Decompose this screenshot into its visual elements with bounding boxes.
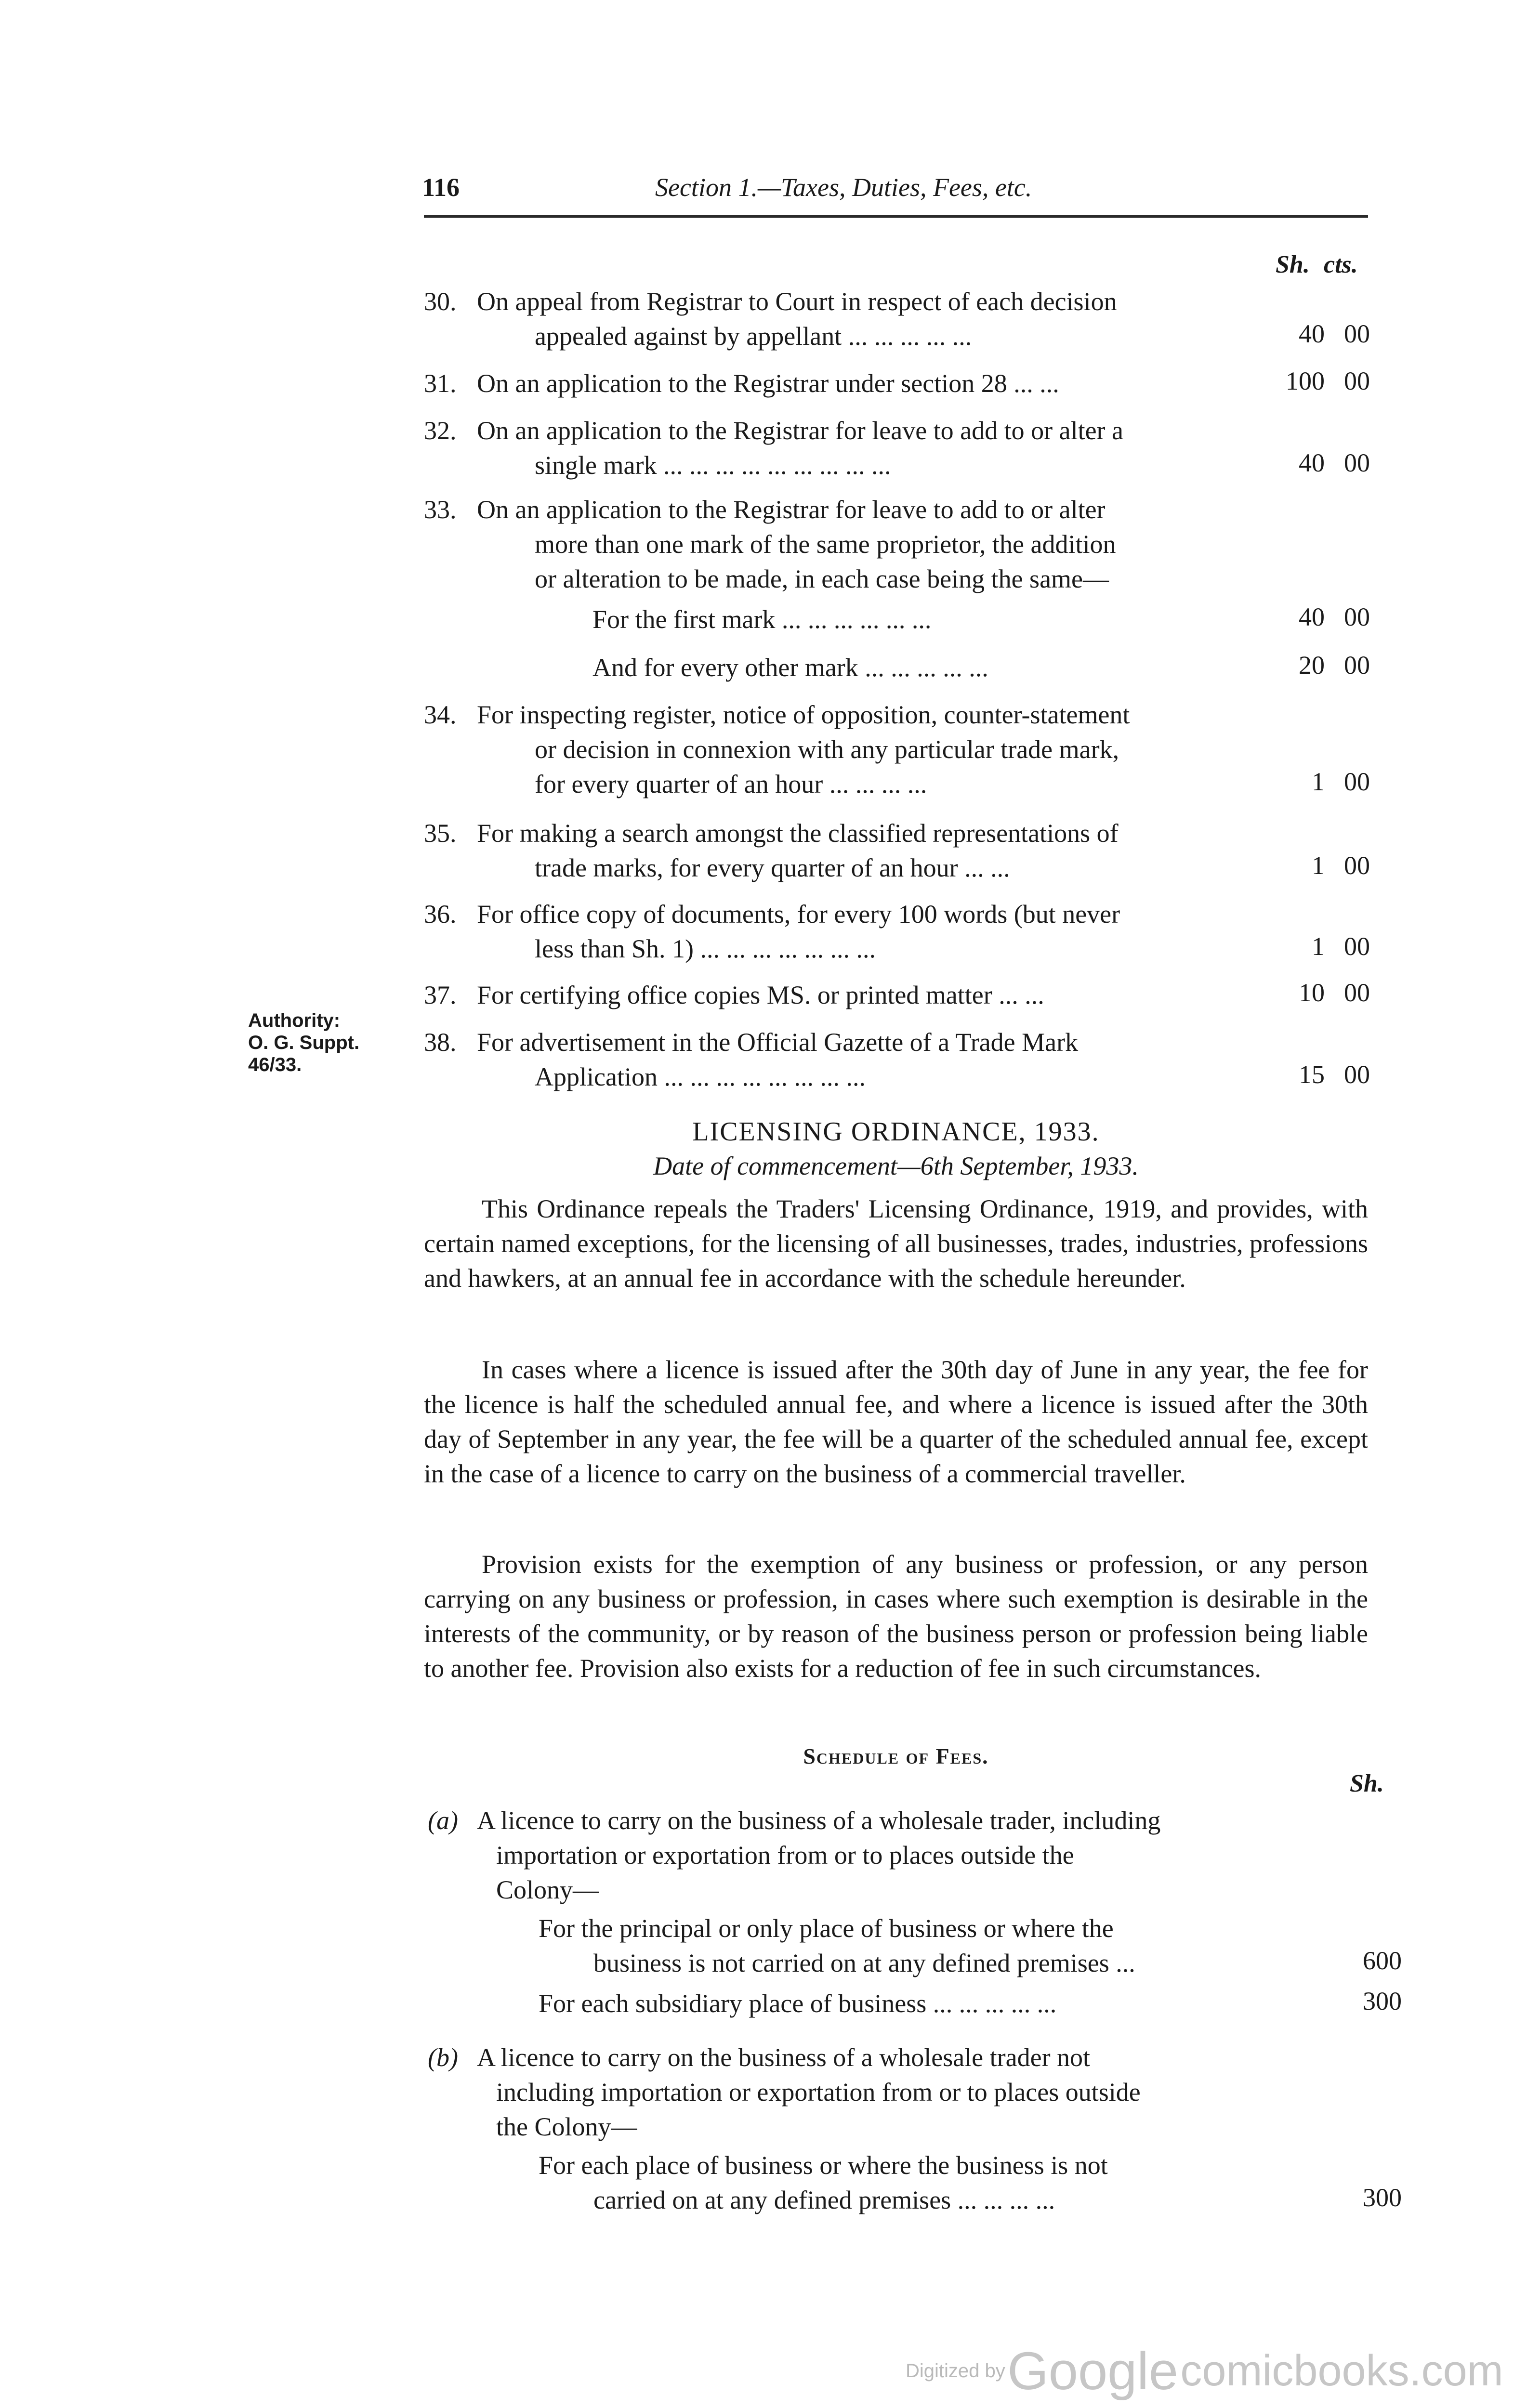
fee-sh: 20 xyxy=(1299,651,1325,680)
schedule-item-label: (b) xyxy=(428,2043,458,2072)
item-text: For certifying office copies MS. or printed matter ... ... xyxy=(477,981,1044,1009)
item-text: On appeal from Registrar to Court in respect of each decision xyxy=(477,287,1117,316)
item-number: 36. xyxy=(424,900,457,929)
schedule-title: Schedule of Fees. xyxy=(803,1744,989,1768)
sub-item-text: For the first mark ... ... ... ... ... ... xyxy=(592,605,932,634)
fee-sh: 40 xyxy=(1299,319,1325,348)
item-number: 33. xyxy=(424,495,457,524)
fee-cts: 00 xyxy=(1344,1060,1370,1089)
authority-label: Authority: xyxy=(248,1010,341,1031)
paragraph: In cases where a licence is issued after the 30th day of June in any year, the fee for the licence is half the scheduled annual fee, and where a licence is issued after the 30th day of September in any year, the fee will be a quarter of the scheduled annual fee, except in the case of a licence to carry on the business of a commercial traveller. xyxy=(424,1355,1368,1488)
fee-cts: 00 xyxy=(1344,602,1370,631)
item-number: 34. xyxy=(424,700,457,729)
fee-cts: 00 xyxy=(1344,851,1370,880)
item-text: for every quarter of an hour ... ... ... ... xyxy=(535,770,927,798)
authority-ref: 46/33. xyxy=(248,1054,302,1075)
item-text: more than one mark of the same proprietor, the addition xyxy=(535,530,1116,559)
item-text: trade marks, for every quarter of an hour ... ... xyxy=(535,853,1010,882)
item-text: For advertisement in the Official Gazette of a Trade Mark xyxy=(477,1028,1079,1057)
schedule-item-text: importation or exportation from or to places outside the xyxy=(496,1841,1074,1870)
fee-sh: 15 xyxy=(1299,1060,1325,1089)
item-text: For office copy of documents, for every 100 words (but never xyxy=(477,900,1120,929)
digitization-watermark xyxy=(906,2341,1503,2402)
item-number: 37. xyxy=(424,981,457,1009)
schedule-fee: 300 xyxy=(1363,1987,1402,2015)
watermark-site: comicbooks.com xyxy=(1180,2347,1503,2395)
schedule-fee: 600 xyxy=(1363,1946,1402,1975)
ordinance-title: LICENSING ORDINANCE, 1933. xyxy=(692,1117,1100,1147)
item-text: For inspecting register, notice of opposition, counter-statement xyxy=(477,700,1130,729)
schedule-item-label: (a) xyxy=(428,1806,458,1835)
paragraph: Provision exists for the exemption of any business or profession, or any person carrying on any business or profession, in cases where such exemption is desirable in the interests of the community, or by reason of the business person or profession being liable to another fee. Provision also exists for a reduction of fee in such circumstances. xyxy=(424,1550,1368,1683)
item-text: or alteration to be made, in each case being the same— xyxy=(535,564,1109,593)
item-number: 35. xyxy=(424,819,457,848)
column-header-sh: Sh. xyxy=(1276,251,1310,278)
header-rule xyxy=(424,215,1368,218)
section-heading: Section 1.—Taxes, Duties, Fees, etc. xyxy=(655,173,1032,202)
item-text: appealed against by appellant ... ... ... ... ... xyxy=(535,322,972,351)
schedule-sub-text: For each place of business or where the business is not xyxy=(539,2151,1108,2180)
item-number: 30. xyxy=(424,287,457,316)
fee-sh: 1 xyxy=(1312,932,1325,961)
fee-sh: 1 xyxy=(1312,767,1325,796)
fee-cts: 00 xyxy=(1344,448,1370,477)
fee-cts: 00 xyxy=(1344,366,1370,395)
item-text: On an application to the Registrar for leave to add to or alter xyxy=(477,495,1106,524)
commencement-date: Date of commencement—6th September, 1933. xyxy=(653,1152,1139,1180)
schedule-sub-text: business is not carried on at any defined premises ... xyxy=(593,1949,1135,1977)
fee-sh: 40 xyxy=(1299,602,1325,631)
fee-sh: 40 xyxy=(1299,448,1325,477)
item-text: On an application to the Registrar for leave to add to or alter a xyxy=(477,416,1124,445)
schedule-sub-text: For each subsidiary place of business ... ... ... ... ... xyxy=(539,1989,1057,2018)
fee-cts: 00 xyxy=(1344,319,1370,348)
schedule-item-text: including importation or exportation from or to places outside xyxy=(496,2078,1141,2107)
schedule-fee: 300 xyxy=(1363,2183,1402,2212)
item-text: On an application to the Registrar under section 28 ... ... xyxy=(477,369,1059,398)
item-text: Application ... ... ... ... ... ... ... ... xyxy=(535,1062,866,1091)
authority-ref: O. G. Suppt. xyxy=(248,1032,360,1053)
item-number: 32. xyxy=(424,416,457,445)
fee-cts: 00 xyxy=(1344,932,1370,961)
fee-cts: 00 xyxy=(1344,651,1370,680)
fee-cts: 00 xyxy=(1344,767,1370,796)
fee-sh: 100 xyxy=(1286,366,1325,395)
schedule-item-text: A licence to carry on the business of a wholesale trader, including xyxy=(477,1806,1161,1835)
schedule-item-text: Colony— xyxy=(496,1875,599,1904)
schedule-item-text: A licence to carry on the business of a wholesale trader not xyxy=(477,2043,1091,2072)
schedule-sub-text: carried on at any defined premises ... ... ... ... xyxy=(593,2186,1055,2214)
column-header-cts: cts. xyxy=(1324,251,1358,278)
schedule-sub-text: For the principal or only place of business or where the xyxy=(539,1914,1114,1943)
fee-sh: 1 xyxy=(1312,851,1325,880)
item-text: or decision in connexion with any particular trade mark, xyxy=(535,735,1119,764)
schedule-column-sh: Sh. xyxy=(1350,1770,1384,1797)
sub-item-text: And for every other mark ... ... ... ... ... xyxy=(592,653,988,682)
item-number: 38. xyxy=(424,1028,457,1057)
fee-sh: 10 xyxy=(1299,978,1325,1007)
watermark-brand: Google xyxy=(1007,2342,1178,2401)
watermark-prefix: Digitized by xyxy=(906,2360,1005,2382)
schedule-item-text: the Colony— xyxy=(496,2112,637,2141)
paragraph: This Ordinance repeals the Traders' Licensing Ordinance, 1919, and provides, with certain named exceptions, for the licensing of all businesses, trades, industries, professions and hawkers, at an annual fee in accordance with the schedule hereunder. xyxy=(424,1194,1369,1293)
item-text: single mark ... ... ... ... ... ... ... ... ... xyxy=(535,451,891,480)
page-number: 116 xyxy=(422,173,460,202)
item-number: 31. xyxy=(424,369,457,398)
fee-cts: 00 xyxy=(1344,978,1370,1007)
item-text: less than Sh. 1) ... ... ... ... ... ... ... xyxy=(535,934,876,963)
item-text: For making a search amongst the classified representations of xyxy=(477,819,1119,848)
